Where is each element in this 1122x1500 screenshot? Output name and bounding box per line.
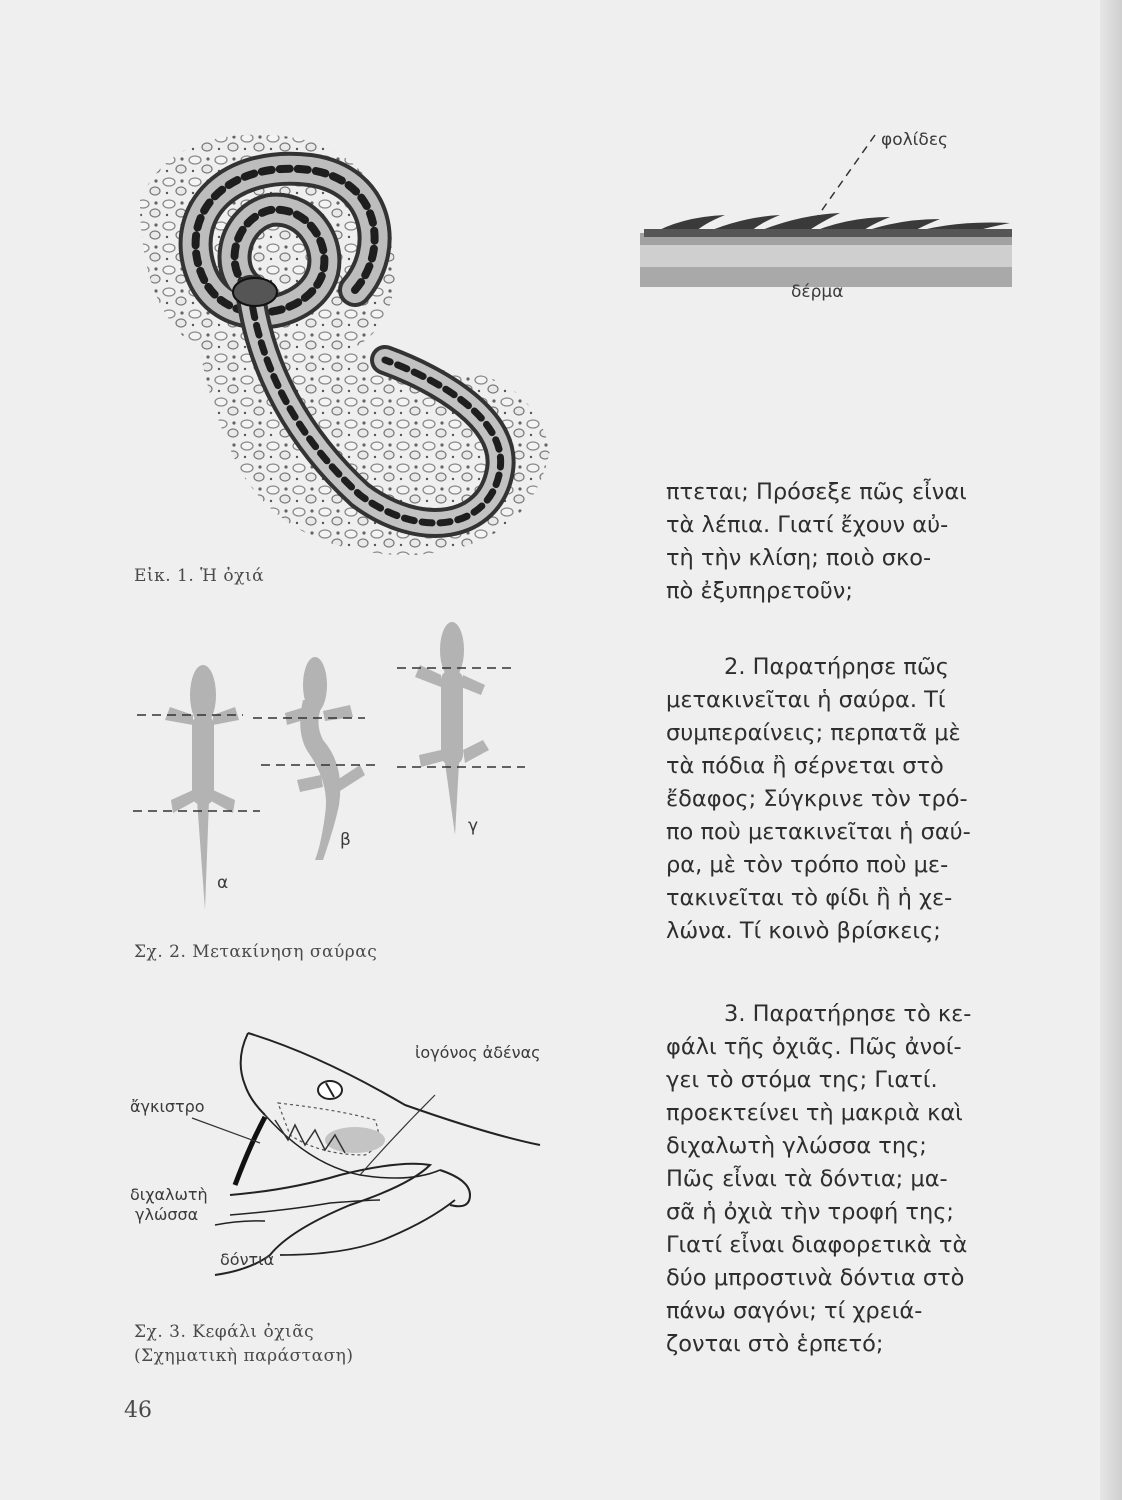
figure-3-caption-line1: Σχ. 3. Κεφάλι ὀχιᾶς xyxy=(134,1322,315,1342)
text-line: διχαλωτὴ γλώσσα της; xyxy=(666,1133,927,1159)
figure-2-caption: Σχ. 2. Μετακίνηση σαύρας xyxy=(134,942,378,962)
tongue-label-line2: γλώσσα xyxy=(135,1205,199,1224)
venom-gland-label: ἰογόνος ἀδένας xyxy=(415,1043,541,1062)
lizard-label-b: β xyxy=(340,830,351,850)
figure-3-caption-line2: (Σχηματικὴ παράσταση) xyxy=(134,1346,354,1366)
lizard-label-a: α xyxy=(217,873,229,893)
skin-label: δέρμα xyxy=(791,282,844,302)
text-line: ἔδαφος; Σύγκρινε τὸν τρό- xyxy=(666,786,968,812)
text-line: τὰ πόδια ἢ σέρνεται στὸ xyxy=(666,753,944,779)
text-line: τακινεῖται τὸ φίδι ἢ ἡ χε- xyxy=(666,885,953,911)
text-line: τὴ τὴν κλίση; ποιὸ σκο- xyxy=(666,545,932,571)
paragraph-2 xyxy=(666,651,971,948)
text-line: ρα, μὲ τὸν τρόπο ποὺ με- xyxy=(666,852,949,878)
page-number: 46 xyxy=(124,1398,152,1423)
text-line: Πῶς εἶναι τὰ δόντια; μα- xyxy=(666,1166,948,1192)
hook-label: ἄγκιστρο xyxy=(130,1097,205,1116)
text-line: φάλι τῆς ὀχιᾶς. Πῶς ἀνοί- xyxy=(666,1034,962,1060)
text-line: 3. Παρατήρησε τὸ κε- xyxy=(724,1001,972,1027)
text-line: πο ποὺ μετακινεῖται ἡ σαύ- xyxy=(666,819,971,845)
lizard-label-c: γ xyxy=(468,816,479,836)
tongue-label-line1: διχαλωτὴ xyxy=(130,1185,208,1204)
scales-diagram xyxy=(630,125,1030,300)
figure-1-caption: Εἰκ. 1. Ἡ ὀχιά xyxy=(134,566,265,586)
text-line: δύο μπροστινὰ δόντια στὸ xyxy=(666,1265,965,1291)
paragraph-1 xyxy=(666,476,967,608)
text-line: Γιατί εἶναι διαφορετικὰ τὰ xyxy=(666,1232,968,1258)
text-line: μετακινεῖται ἡ σαύρα. Τί xyxy=(666,687,946,713)
text-line: λώνα. Τί κοινὸ βρίσκεις; xyxy=(666,918,941,944)
text-line: ζονται στὸ ἑρπετό; xyxy=(666,1331,884,1357)
text-line: πὸ ἐξυπηρετοῦν; xyxy=(666,578,853,604)
text-line: πτεται; Πρόσεξε πῶς εἶναι xyxy=(666,479,967,505)
lizard-b xyxy=(285,657,365,860)
text-line: γει τὸ στόμα της; Γιατί. xyxy=(666,1067,938,1093)
page-edge xyxy=(1100,0,1122,1500)
text-line: προεκτείνει τὴ μακριὰ καὶ xyxy=(666,1100,963,1126)
text-line: 2. Παρατήρησε πῶς xyxy=(724,654,949,680)
text-line: τὰ λέπια. Γιατί ἔχουν αὐ- xyxy=(666,512,949,538)
viper-illustration xyxy=(110,110,570,570)
text-line: συμπεραίνεις; περπατᾶ μὲ xyxy=(666,720,961,746)
text-line: σᾶ ἡ ὀχιὰ τὴν τροφή της; xyxy=(666,1199,954,1225)
lizard-locomotion-diagram xyxy=(125,615,535,915)
text-line: πάνω σαγόνι; τί χρειά- xyxy=(666,1298,923,1324)
teeth-label: δόντια xyxy=(220,1250,275,1269)
lizard-c xyxy=(415,622,489,835)
scales-label: φολίδες xyxy=(881,130,948,150)
paragraph-3 xyxy=(666,998,971,1361)
